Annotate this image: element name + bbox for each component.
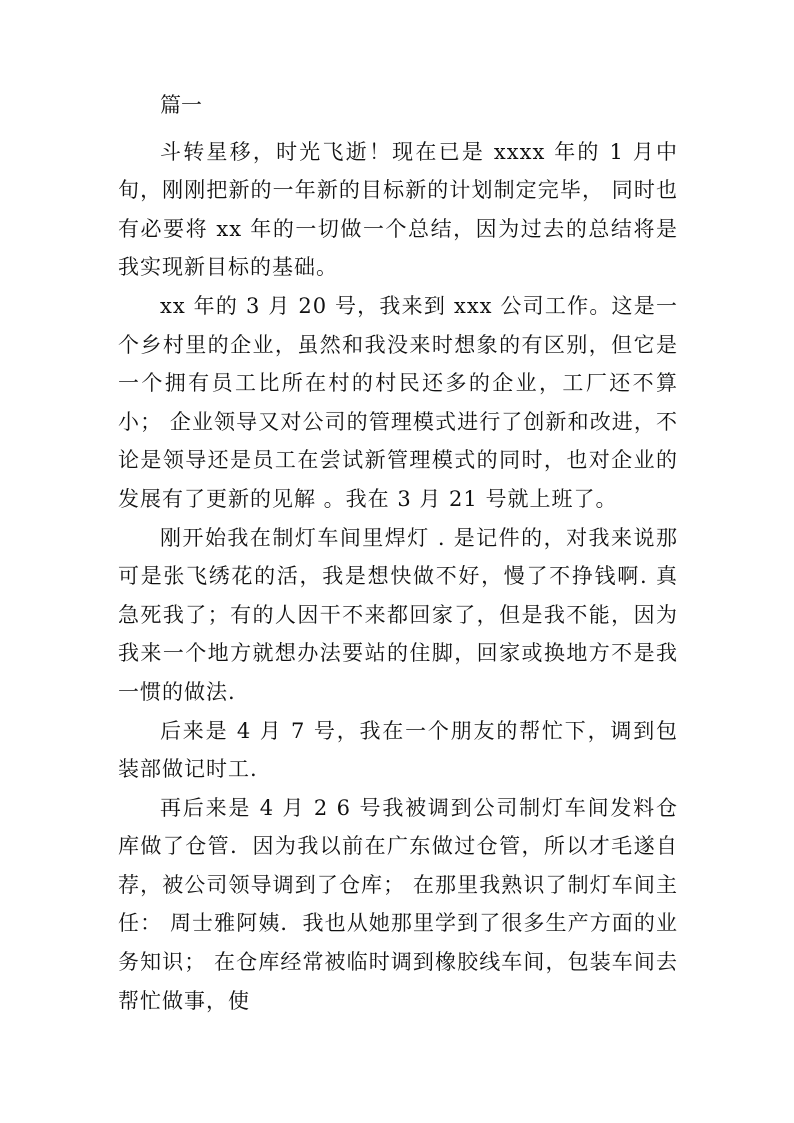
paragraph: 刚开始我在制灯车间里焊灯 . 是记件的，对我来说那可是张飞绣花的活，我是想快做不好，慢了不挣钱啊. 真急死我了；有的人因干不来都回家了，但是我不能，因为我来一个地方就想办法要站的住脚，回家或换地方不是我一惯的做法. [118,525,678,704]
paragraph: 斗转星移，时光飞逝！现在已是 xxxx 年的 1 月中旬，刚刚把新的一年新的目标新的计划制定完毕， 同时也有必要将 xx 年的一切做一个总结，因为过去的总结将是我实现新目标的基础。 [118,139,678,280]
document-body [118,86,678,1020]
section-heading: 篇一 [160,93,202,117]
paragraph: 后来是 4 月 7 号，我在一个朋友的帮忙下，调到包装部做记时工. [118,718,678,782]
paragraph: 再后来是 4 月 2 6 号我被调到公司制灯车间发料仓库做了仓管．因为我以前在广东做过仓管，所以才毛遂自荐，被公司领导调到了仓库； 在那里我熟识了制灯车间主任： 周士雅阿姨．我也从她那里学到了很多生产方面的业务知识； 在仓库经常被临时调到橡胶线车间，包装车间去帮忙做事，使 [118,795,678,1013]
paragraph: xx 年的 3 月 20 号，我来到 xxx 公司工作。这是一个乡村里的企业，虽然和我没来时想象的有区别，但它是一个拥有员工比所在村的村民还多的企业，工厂还不算小； 企业领导又对公司的管理模式进行了创新和改进，不论是领导还是员工在尝试新管理模式的同时，也对企业的发展有了更新的见解 。我在 3 月 21 号就上班了。 [118,293,678,511]
